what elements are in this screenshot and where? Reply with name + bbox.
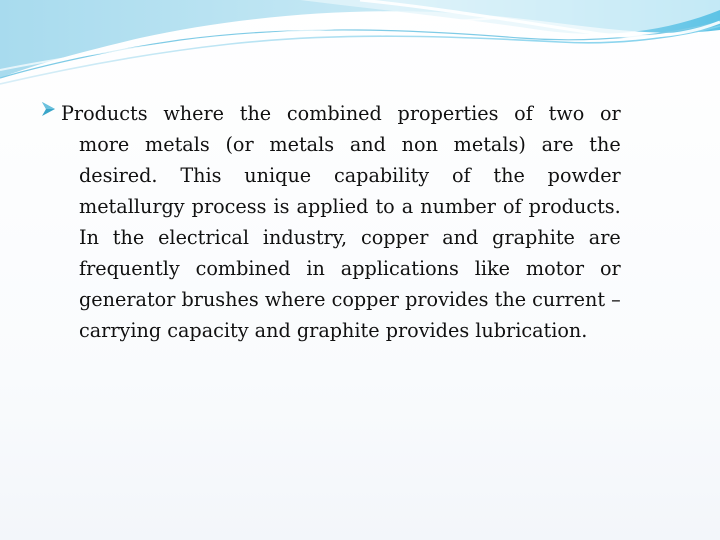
bullet-line: Products where the combined properties of two or [61,102,621,125]
arrow-check-bullet-icon [41,101,59,122]
bullet-line: carrying capacity and graphite provides lubrication. [79,319,588,342]
bullet-line: desired. This unique capability of the powder [79,164,621,187]
bullet-line: In the electrical industry, copper and graphite are [79,226,621,249]
bullet-line: more metals (or metals and non metals) are the [79,133,621,156]
bullet-text [59,98,621,346]
slide-content [41,98,675,346]
header-wave-decoration [0,0,720,90]
bullet-line: metallurgy process is applied to a number of products. [79,195,621,218]
bullet-line: frequently combined in applications like motor or [79,257,621,280]
bullet-item [41,98,675,346]
bullet-line: generator brushes where copper provides the current – [79,288,621,311]
